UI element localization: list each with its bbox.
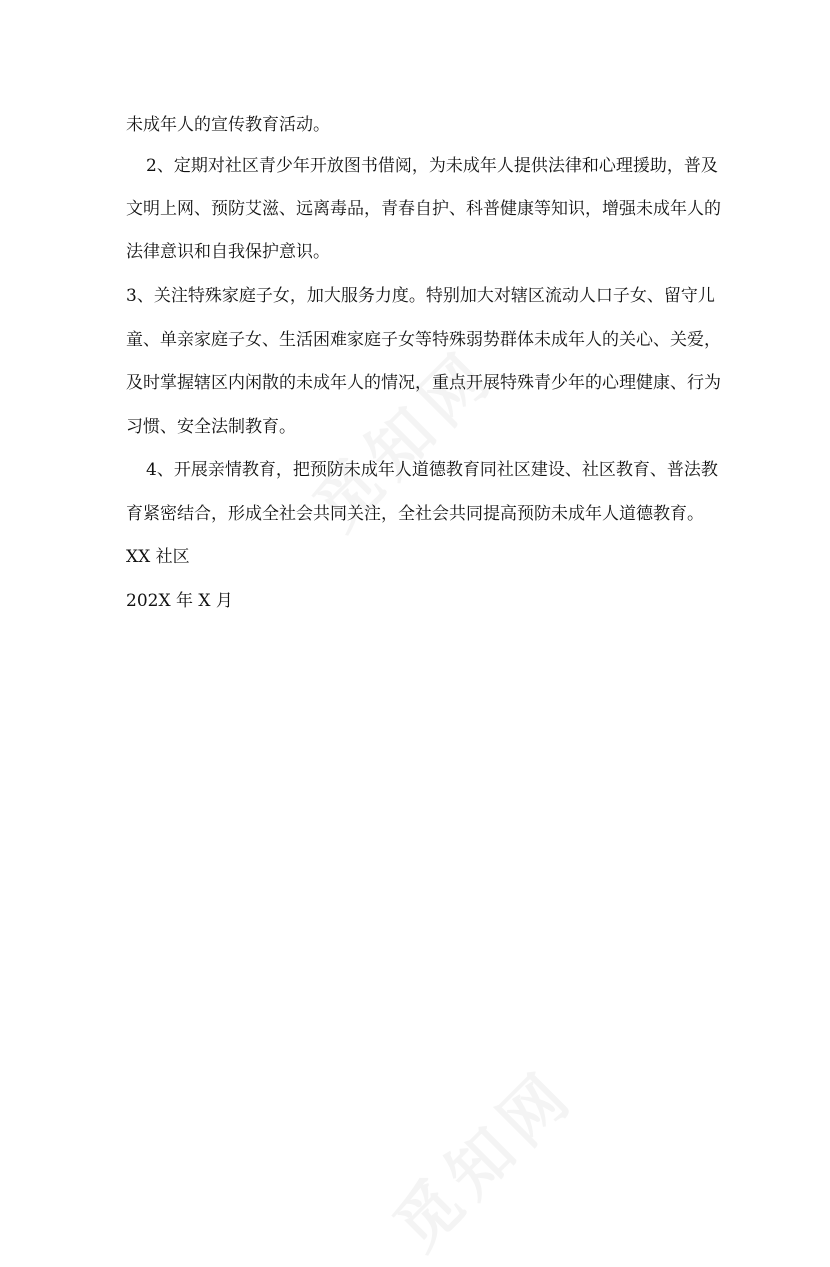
body-line-9: 4、开展亲情教育，把预防未成年人道德教育同社区建设、社区教育、普法教 <box>146 460 718 480</box>
body-line-6: 童、单亲家庭子女、生活困难家庭子女等特殊弱势群体未成年人的关心、关爱， <box>126 330 721 350</box>
body-line-7: 及时掌握辖区内闲散的未成年人的情况，重点开展特殊青少年的心理健康、行为 <box>126 373 721 393</box>
signature-date: 202X 年 X 月 <box>126 591 233 611</box>
watermark-bottom <box>370 1045 592 1267</box>
body-line-5: 3、关注特殊家庭子女，加大服务力度。特别加大对辖区流动人口子女、留守儿 <box>126 286 715 306</box>
body-line-4: 法律意识和自我保护意识。 <box>126 242 330 262</box>
body-line-8: 习惯、安全法制教育。 <box>126 417 296 437</box>
body-line-2: 2、定期对社区青少年开放图书借阅，为未成年人提供法律和心理援助，普及 <box>146 156 718 176</box>
body-line-3: 文明上网、预防艾滋、远离毒品，青春自护、科普健康等知识，增强未成年人的 <box>126 199 721 219</box>
body-line-1: 未成年人的宣传教育活动。 <box>126 115 330 135</box>
signature-community: XX 社区 <box>126 547 190 567</box>
body-line-10: 育紧密结合，形成全社会共同关注，全社会共同提高预防未成年人道德教育。 <box>126 504 704 524</box>
